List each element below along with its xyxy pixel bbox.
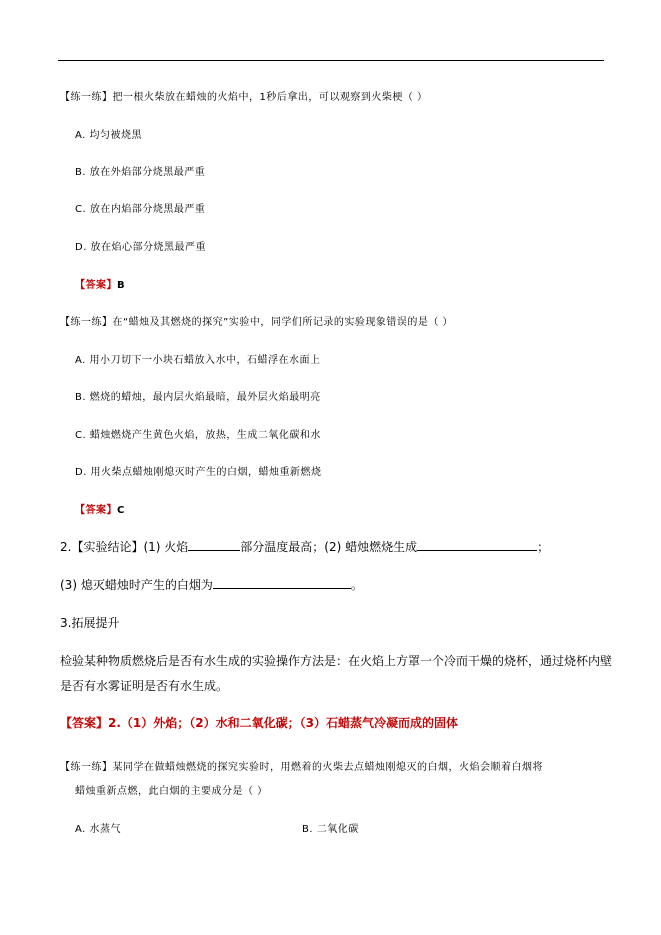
- q1-answer-value: B: [117, 280, 126, 291]
- section2-part1a: (1) 火焰: [143, 540, 189, 554]
- q2-option-b: B. 燃烧的蜡烛，最内层火焰最暗，最外层火焰最明亮: [75, 392, 321, 403]
- section3-heading: 3.拓展提升: [60, 616, 120, 630]
- q1-stem: 【练一练】把一根火柴放在蜡烛的火焰中，1秒后拿出，可以观察到火柴梗（ ）: [60, 92, 428, 103]
- q3-stem-line2: 蜡烛重新点燃，此白烟的主要成分是（ ）: [75, 786, 268, 797]
- q3-option-b: B. 二氧化碳: [302, 824, 359, 835]
- section2-number: 2.: [60, 540, 72, 554]
- section2-part2-end: 。: [350, 578, 363, 592]
- blank-flame-part: [188, 539, 240, 551]
- q2-option-c: C. 蜡烛燃烧产生黄色火焰，放热，生成二氧化碳和水: [75, 430, 321, 441]
- q1-answer-tag: 【答案】: [75, 280, 117, 291]
- section3-para-line1: 检验某种物质燃烧后是否有水生成的实验操作方法是：在火焰上方罩一个冷而干燥的烧杯，通过烧杯内壁: [60, 654, 613, 668]
- answer2-tag: 【答案】: [60, 716, 109, 730]
- q2-answer: [75, 501, 125, 516]
- section2-part1-end: ；: [537, 540, 550, 554]
- q2-answer-value: C: [117, 505, 125, 516]
- q1-option-c: C. 放在内焰部分烧黑最严重: [75, 204, 206, 215]
- answer2: [60, 714, 458, 731]
- blank-combustion-products: [417, 539, 537, 551]
- blank-white-smoke: [213, 577, 351, 589]
- q3-option-a: A. 水蒸气: [75, 824, 122, 835]
- header-rule: [58, 60, 604, 61]
- q2-option-a: A. 用小刀切下一小块石蜡放入水中，石蜡浮在水面上: [75, 355, 321, 366]
- q2-stem: 【练一练】在“蜡烛及其燃烧的探究”实验中，同学们所记录的实验现象错误的是（ ）: [60, 317, 454, 328]
- section2-tag: 【实验结论】: [71, 540, 144, 554]
- q1-option-d: D. 放在焰心部分烧黑最严重: [75, 242, 207, 253]
- q2-answer-tag: 【答案】: [75, 505, 117, 516]
- q3-stem-line1: 【练一练】某同学在做蜡烛燃烧的探究实验时，用燃着的火柴去点蜡烛刚熄灭的白烟，火焰会顺着白烟将: [60, 762, 543, 773]
- section3-para-line2: 是否有水雾证明是否有水生成。: [60, 679, 229, 693]
- conclusion-line-2: [60, 576, 363, 593]
- section2-part2a: (3) 熄灭蜡烛时产生的白烟为: [60, 578, 213, 592]
- q2-option-d: D. 用火柴点蜡烛刚熄灭时产生的白烟，蜡烛重新燃烧: [75, 467, 322, 478]
- conclusion-line-1: [60, 538, 549, 555]
- section2-part1b: 部分温度最高；(2) 蜡烛燃烧生成: [240, 540, 418, 554]
- answer2-text: 2.（1）外焰；（2）水和二氧化碳；（3）石蜡蒸气冷凝而成的固体: [108, 716, 458, 730]
- q1-option-b: B. 放在外焰部分烧黑最严重: [75, 167, 206, 178]
- q1-option-a: A. 均匀被烧黑: [75, 130, 143, 141]
- q1-answer: [75, 276, 125, 291]
